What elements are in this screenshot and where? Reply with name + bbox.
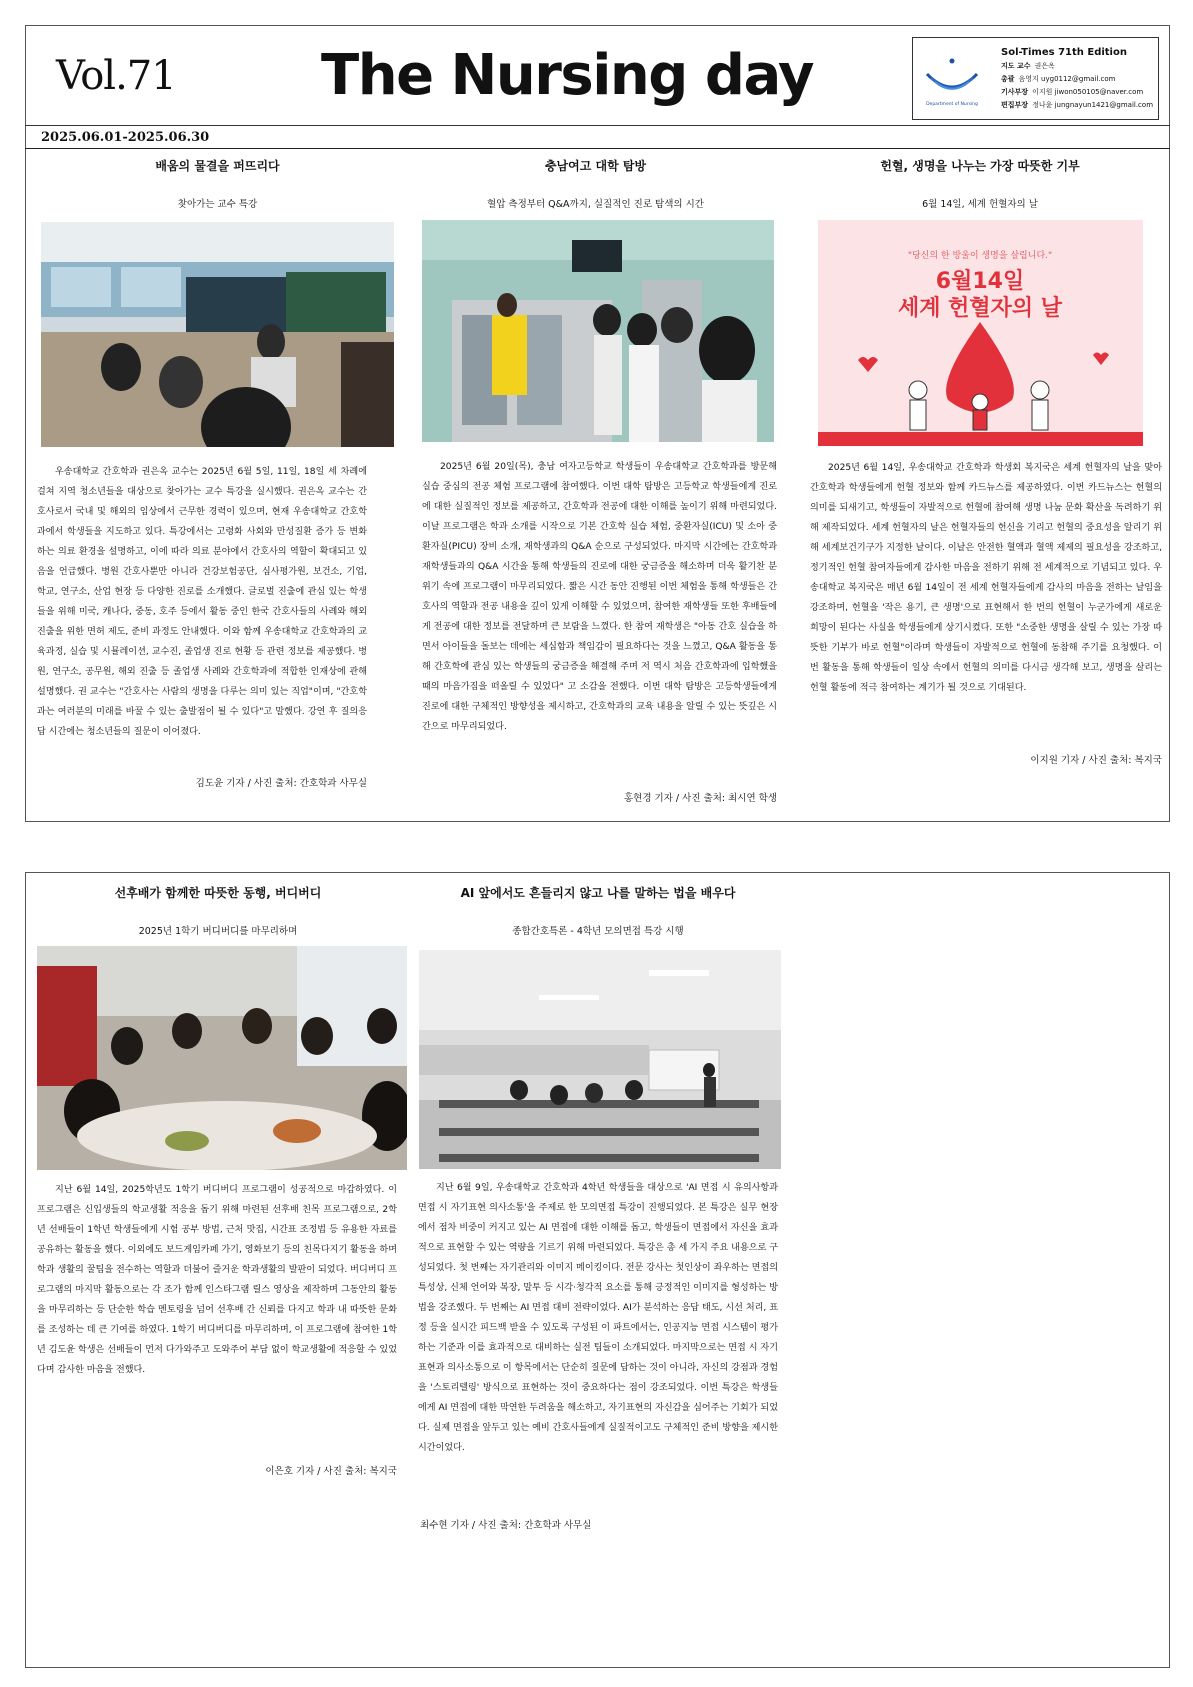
- info-role: 총괄: [1001, 75, 1015, 83]
- article-byline: 홍현경 기자 / 사진 출처: 최시연 학생: [624, 793, 777, 804]
- date-bar: [25, 125, 1170, 149]
- poster-tagline: "당신의 한 방울이 생명을 살립니다.": [907, 251, 1053, 261]
- article-buddy-program: [38, 884, 398, 937]
- article-ai-interview: [418, 884, 778, 937]
- article-lecture: [40, 157, 395, 210]
- info-lines: [1001, 46, 1153, 112]
- article-subtitle: 6월 14일, 세계 헌혈자의 날: [922, 199, 1038, 210]
- department-logo-icon: [921, 52, 983, 107]
- lab-visit-photo: [422, 220, 774, 442]
- article-title: 배움의 물결을 퍼뜨리다: [155, 159, 280, 173]
- newspaper-title: The Nursing day: [321, 43, 814, 108]
- edition-label: Sol-Times 71th Edition: [1001, 47, 1127, 58]
- info-line-general: [1001, 73, 1153, 86]
- article-byline: 김도윤 기자 / 사진 출처: 간호학과 사무실: [195, 778, 367, 789]
- info-value: 이지원 jiwon050105@naver.com: [1032, 88, 1144, 96]
- masthead: [25, 25, 1170, 125]
- article-byline: 이은호 기자 / 사진 출처: 복지국: [265, 1466, 397, 1477]
- article-campus-visit: [418, 157, 773, 210]
- poster-date: 6월14일: [935, 269, 1025, 294]
- article-body: 지난 6월 9일, 우송대학교 간호학과 4학년 학생들을 대상으로 'AI 면접 시 유의사항과 면접 시 자기표현 의사소통'을 주제로 한 모의면접 특강이 진행되었다. 본 특강은 실무 현장에서 점차 비중이 커지고 있는 AI 면접에 대한 이해를 돕고, 학생들이 면접에서 자신을 효과적으로 표현할 수 있는 역량을 기르기 위해 마련되었다. 특강은 총 세 가지 주요 내용으로 구성되었다. 첫 번째는 자기관리와 이미지 메이킹이다. 전문 강사는 첫인상이 좌우하는 면접의 특성상, 신체 언어와 복장, 말투 등 시각·청각적 요소를 통해 긍정적인 이미지를 형성하는 방법을 강조했다. 두 번째는 AI 면접 대비 전략이었다. AI가 분석하는 응답 태도, 시선 처리, 표정 등을 실시간 피드백 받을 수 있도록 구성된 이 파트에서는, 인공지능 면접 시스템이 평가하는 기준과 이를 효과적으로 대비하는 실전 팁들이 소개되었다. 마지막으로는 면접 시 자기표현과 의사소통으로 이 항목에서는 단순히 질문에 답하는 것이 아니라, 자신의 강점과 경험을 '스토리텔링' 방식으로 표현하는 것이 중요하다는 점이 강조되었다. 이번 특강은 학생들에게 AI 면접에 대한 막연한 두려움을 해소하고, 자기표현의 자신감을 심어주는 기회가 되었다. 실제 면접을 앞두고 있는 예비 간호사들에게 실질적이고도 구체적인 준비 방향을 제시한 시간이었다.: [418, 1183, 778, 1453]
- article-subtitle: 찾아가는 교수 특강: [177, 199, 258, 210]
- logo-caption: Department of Nursing: [926, 102, 978, 107]
- article-subtitle: 혈압 측정부터 Q&A까지, 실질적인 진로 탐색의 시간: [487, 199, 704, 210]
- poster-event: 세계 헌혈자의 날: [897, 296, 1063, 321]
- info-role: 편집부장: [1001, 101, 1029, 109]
- classroom-lecture-photo: [41, 222, 394, 447]
- info-line-editor-lead: [1001, 99, 1153, 112]
- lecture-hall-photo: [419, 950, 781, 1169]
- article-blood-donation: [800, 157, 1160, 210]
- issue-date-range: 2025.06.01-2025.06.30: [41, 130, 210, 145]
- group-meal-photo: [37, 946, 407, 1170]
- article-subtitle: 2025년 1학기 버디버디를 마무리하며: [138, 926, 298, 937]
- info-role: 기사부장: [1001, 88, 1029, 96]
- article-body: 우송대학교 간호학과 권은옥 교수는 2025년 6월 5일, 11일, 18일 세 차례에 걸쳐 지역 청소년들을 대상으로 찾아가는 교수 특강을 실시했다. 권은옥 교수는 간호사로서 국내 및 해외의 임상에서 근무한 경력이 있으며, 현재 우송대학교 간호학과에서 학생들을 지도하고 있다. 특강에서는 고령화 사회와 만성질환 증가 등 변화하는 의료 환경을 설명하고, 이에 따라 의료 분야에서 간호사의 역할이 확대되고 있음을 언급했다. 병원 간호사뿐만 아니라 건강보험공단, 심사평가원, 보건소, 기업, 학교, 연구소, 산업 현장 등 다양한 진로를 소개했다. 글로벌 진출에 관심 있는 학생들을 위해 미국, 캐나다, 중동, 호주 등에서 활동 중인 한국 간호사들의 사례와 해외 진출을 위한 면허 제도, 준비 과정도 안내했다. 이와 함께 우송대학교 간호학과의 교육과정, 실습 및 시뮬레이션, 교수진, 졸업생 진로 현황 등 관련 정보를 제공했다. 병원, 연구소, 공무원, 해외 진출 등 졸업생 사례와 간호학과에 적합한 인재상에 관해 설명했다. 권 교수는 "간호사는 사람의 생명을 다루는 의미 있는 직업"이며, "간호학과는 여러분의 미래를 바꿀 수 있는 출발점이 될 수 있다"고 말했다. 강연 후 질의응답 시간에는 청소년들의 질문이 이어졌다.: [37, 467, 367, 737]
- info-role: 지도 교수: [1001, 62, 1031, 70]
- blood-donor-day-poster: [818, 220, 1143, 446]
- article-title: AI 앞에서도 흔들리지 않고 나를 말하는 법을 배우다: [460, 886, 736, 900]
- article-title: 헌혈, 생명을 나누는 가장 따뜻한 기부: [880, 159, 1080, 173]
- info-value: 정나윤 jungnayun1421@gmail.com: [1032, 101, 1154, 109]
- article-byline: 이지원 기자 / 사진 출처: 복지국: [1030, 755, 1162, 766]
- article-title: 선후배가 함께한 따뜻한 동행, 버디버디: [114, 886, 322, 900]
- edition-info-box: [912, 37, 1159, 120]
- article-subtitle: 종합간호특론 - 4학년 모의면접 특강 시행: [512, 926, 684, 937]
- article-body: 지난 6월 14일, 2025학년도 1학기 버디버디 프로그램이 성공적으로 마감하였다. 이 프로그램은 신입생들의 학교생활 적응을 돕기 위해 마련된 선후배 친목 프로그램으로, 2학년 선배들이 1학년 학생들에게 시험 공부 방법, 근처 맛집, 시간표 조정법 등 유용한 자료를 공유하는 활동을 했다. 이외에도 보드게임카페 가기, 영화보기 등의 친목다지기 활동을 하며 학과 생활의 꿀팁을 전수하는 역할과 더불어 즐거운 학과생활의 발판이 되었다. 버디버디 프로그램의 마지막 활동으로는 각 조가 함께 인스타그램 릴스 영상을 제작하며 그동안의 활동을 마무리하는 등 단순한 학습 멘토링을 넘어 선후배 간 신뢰를 다지고 학과 내 따뜻한 문화를 조성하는 데 큰 기여를 하였다. 1학기 버디버디를 마무리하며, 이 프로그램에 참여한 1학년 김도윤 학생은 선배들이 먼저 다가와주고 도와주어 부담 없이 학교생활에 적응할 수 있었다며 감사한 마음을 전했다.: [37, 1185, 397, 1375]
- article-body: 2025년 6월 14일, 우송대학교 간호학과 학생회 복지국은 세계 헌혈자의 날을 맞아 간호학과 학생들에게 헌혈 정보와 함께 카드뉴스를 제공하였다. 이번 카드뉴스는 헌혈의 의미를 되새기고, 학생들이 자발적으로 헌혈에 참여해 생명 나눔 문화 확산을 독려하기 위해 제작되었다. 세계 헌혈자의 날은 헌혈자들의 헌신을 기리고 헌혈의 중요성을 알리기 위해 세계보건기구가 지정한 날이다. 이날은 안전한 혈액과 혈액 제제의 필요성을 강조하고, 정기적인 헌혈 참여자들에게 감사한 마음을 전하기 위해 전 세계적으로 기념되고 있다. 우송대학교 복지국은 매년 6월 14일이 전 세계 헌혈자들에게 감사의 마음을 전하는 날임을 강조하며, 헌혈을 '작은 용기, 큰 생명'으로 표현해서 한 번의 헌혈이 누군가에게 새로운 희망이 된다는 사실을 학생들에게 상기시켰다. 또한 "소중한 생명을 살릴 수 있는 가장 따뜻한 기부가 바로 헌혈"이라며 학생들이 자발적으로 헌혈에 동참해 주기를 요청했다. 이번 활동을 통해 학생들이 일상 속에서 헌혈의 의미를 다시금 생각해 보고, 생명을 살리는 헌혈 활동에 적극 참여하는 계기가 될 것으로 기대된다.: [810, 463, 1162, 693]
- info-line-advisor: [1001, 60, 1153, 73]
- article-byline: 최수현 기자 / 사진 출처: 간호학과 사무실: [420, 1520, 592, 1531]
- info-value: 음영지 uyg0112@gmail.com: [1018, 75, 1116, 83]
- info-line-reporter-lead: [1001, 86, 1153, 99]
- info-value: 권은옥: [1034, 62, 1055, 70]
- article-title: 충남여고 대학 탐방: [544, 159, 647, 173]
- volume-number: Vol.71: [56, 53, 176, 99]
- article-body: 2025년 6월 20일(목), 충남 여자고등학교 학생들이 우송대학교 간호학과를 방문해 실습 중심의 전공 체험 프로그램에 참여했다. 이번 대학 탐방은 고등학교 학생들에게 진로에 대한 실질적인 정보를 제공하고, 간호학과 전공에 대한 이해를 높이기 위해 마련되었다. 이날 프로그램은 학과 소개를 시작으로 기본 간호학 실습 체험, 중환자실(ICU) 및 소아 중환자실(PICU) 장비 소개, 재학생과의 Q&A 순으로 구성되었다. 마지막 시간에는 간호학과 재학생들과의 Q&A 시간을 통해 학생들의 진로에 대한 궁금증을 해소하며 더욱 활기찬 분위기 속에 프로그램이 마무리되었다. 짧은 시간 동안 진행된 이번 체험을 통해 학생들은 간호사의 역할과 전공 내용을 깊이 있게 이해할 수 있었으며, 참여한 재학생들 또한 후배들에게 전공에 대한 정보를 전달하며 큰 보람을 느꼈다. 한 참여 재학생은 "아동 간호 실습을 하면서 아이들을 돌보는 데에는 세심함과 책임감이 필요하다는 것을 느꼈고, Q&A 활동을 통해 간호학에 관심 있는 학생들의 궁금증을 해결해 주며 저 역시 처음 간호학과에 입학했을 때의 마음가짐을 떠올릴 수 있었다" 고 소감을 전했다. 이번 대학 탐방은 고등학생들에게 진로에 대한 구체적인 방향성을 제시하고, 간호학과의 교육 내용을 알릴 수 있는 뜻깊은 시간으로 마무리되었다.: [422, 462, 778, 732]
